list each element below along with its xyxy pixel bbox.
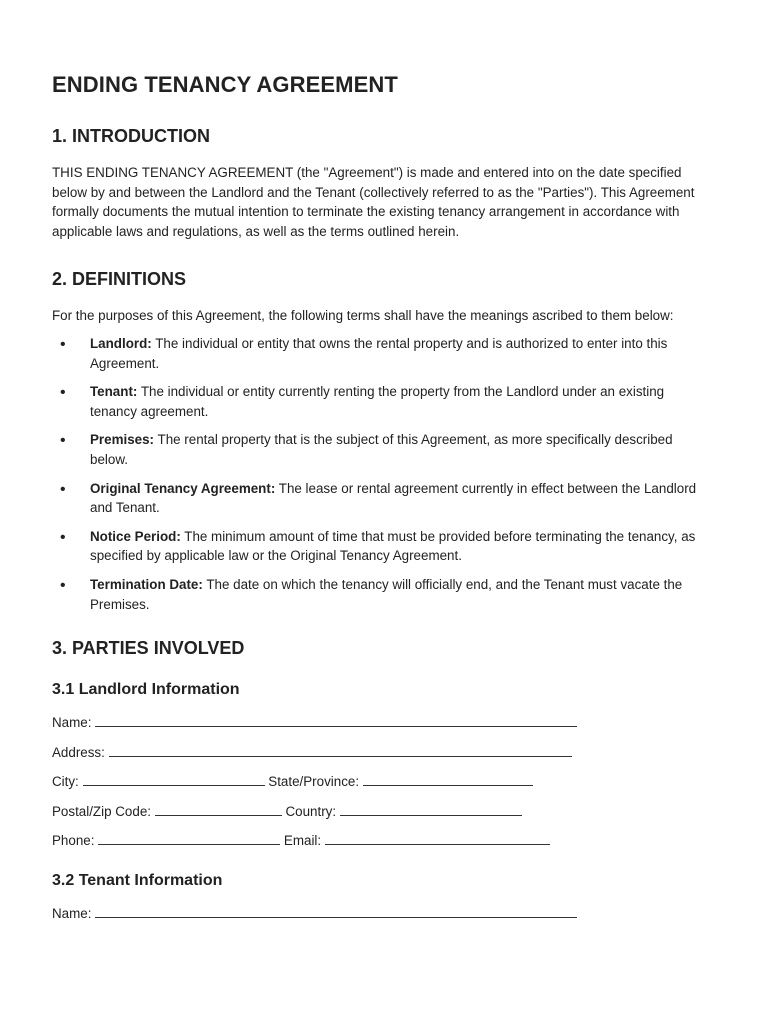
landlord-address-row [52,743,718,762]
landlord-name-row [52,713,718,732]
document-title: ENDING TENANCY AGREEMENT [52,72,398,97]
definition-term: Tenant: [90,384,138,400]
definitions-list [52,334,718,614]
landlord-address-label: Address: [52,744,105,760]
definition-item [52,334,710,373]
bullet-icon: • [60,480,66,498]
landlord-phone-field[interactable] [98,832,280,845]
definition-term: Premises: [90,432,155,448]
bullet-icon: • [60,528,66,546]
landlord-postal-label: Postal/Zip Code: [52,803,151,819]
definition-text: The date on which the tenancy will officially end, and the Tenant must vacate the Premises. [90,576,683,612]
definition-term: Notice Period: [90,528,181,544]
definition-item [52,575,710,614]
definition-text: The lease or rental agreement currently in effect between the Landlord and Tenant. [90,480,697,516]
definition-item [52,430,710,469]
bullet-icon: • [60,432,66,450]
bullet-icon: • [60,335,66,353]
landlord-city-label: City: [52,774,79,790]
introduction-paragraph: THIS ENDING TENANCY AGREEMENT (the "Agreement") is made and entered into on the date specified below by and between the Landlord and the Tenant (collectively referred to as the "Parties"). This Agreement formally documents the mutual intention to terminate the existing tenancy arrangement in accordance with applicable laws and regulations, as well as the terms outlined herein. [52,165,695,239]
landlord-country-field[interactable] [340,803,522,816]
definition-term: Termination Date: [90,576,203,592]
landlord-email-label: Email: [283,833,322,849]
landlord-postal-field[interactable] [155,803,282,816]
definition-text: The individual or entity that owns the rental property and is authorized to enter into this Agreement. [90,335,668,371]
tenant-name-label: Name: [52,906,92,922]
landlord-info-heading: 3.1 Landlord Information [52,681,240,699]
definition-text: The individual or entity currently renting the property from the Landlord under an existing tenancy agreement. [90,384,665,419]
landlord-city-state-row [52,772,718,791]
section-heading-introduction: 1. INTRODUCTION [52,126,211,146]
landlord-country-label: Country: [285,803,337,819]
section-heading-parties: 3. PARTIES INVOLVED [52,638,245,659]
tenant-name-row [52,904,718,923]
definitions-intro: For the purposes of this Agreement, the following terms shall have the meanings ascribed to them below: [52,308,674,324]
bullet-icon: • [60,384,66,402]
landlord-postal-country-row [52,802,718,821]
definition-item [52,479,710,518]
landlord-name-label: Name: [52,715,92,731]
landlord-phone-email-row [52,831,718,850]
definition-item [52,382,710,421]
landlord-email-field[interactable] [325,832,550,845]
definition-item [52,527,710,566]
bullet-icon: • [60,576,66,594]
landlord-address-field[interactable] [109,744,572,757]
definition-term: Landlord: [90,335,152,351]
definition-term: Original Tenancy Agreement: [90,480,276,496]
definition-text: The minimum amount of time that must be provided before terminating the tenancy, as specified by applicable law or the Original Tenancy Agreement. [90,528,696,564]
tenant-name-field[interactable] [95,905,577,918]
section-heading-definitions: 2. DEFINITIONS [52,269,187,290]
landlord-name-field[interactable] [95,714,577,727]
landlord-state-field[interactable] [363,773,533,786]
landlord-phone-label: Phone: [52,833,95,849]
landlord-state-label: State/Province: [268,774,360,790]
definition-text: The rental property that is the subject of this Agreement, as more specifically described below. [90,432,673,467]
tenant-info-heading: 3.2 Tenant Information [52,872,223,890]
landlord-city-field[interactable] [83,773,265,786]
